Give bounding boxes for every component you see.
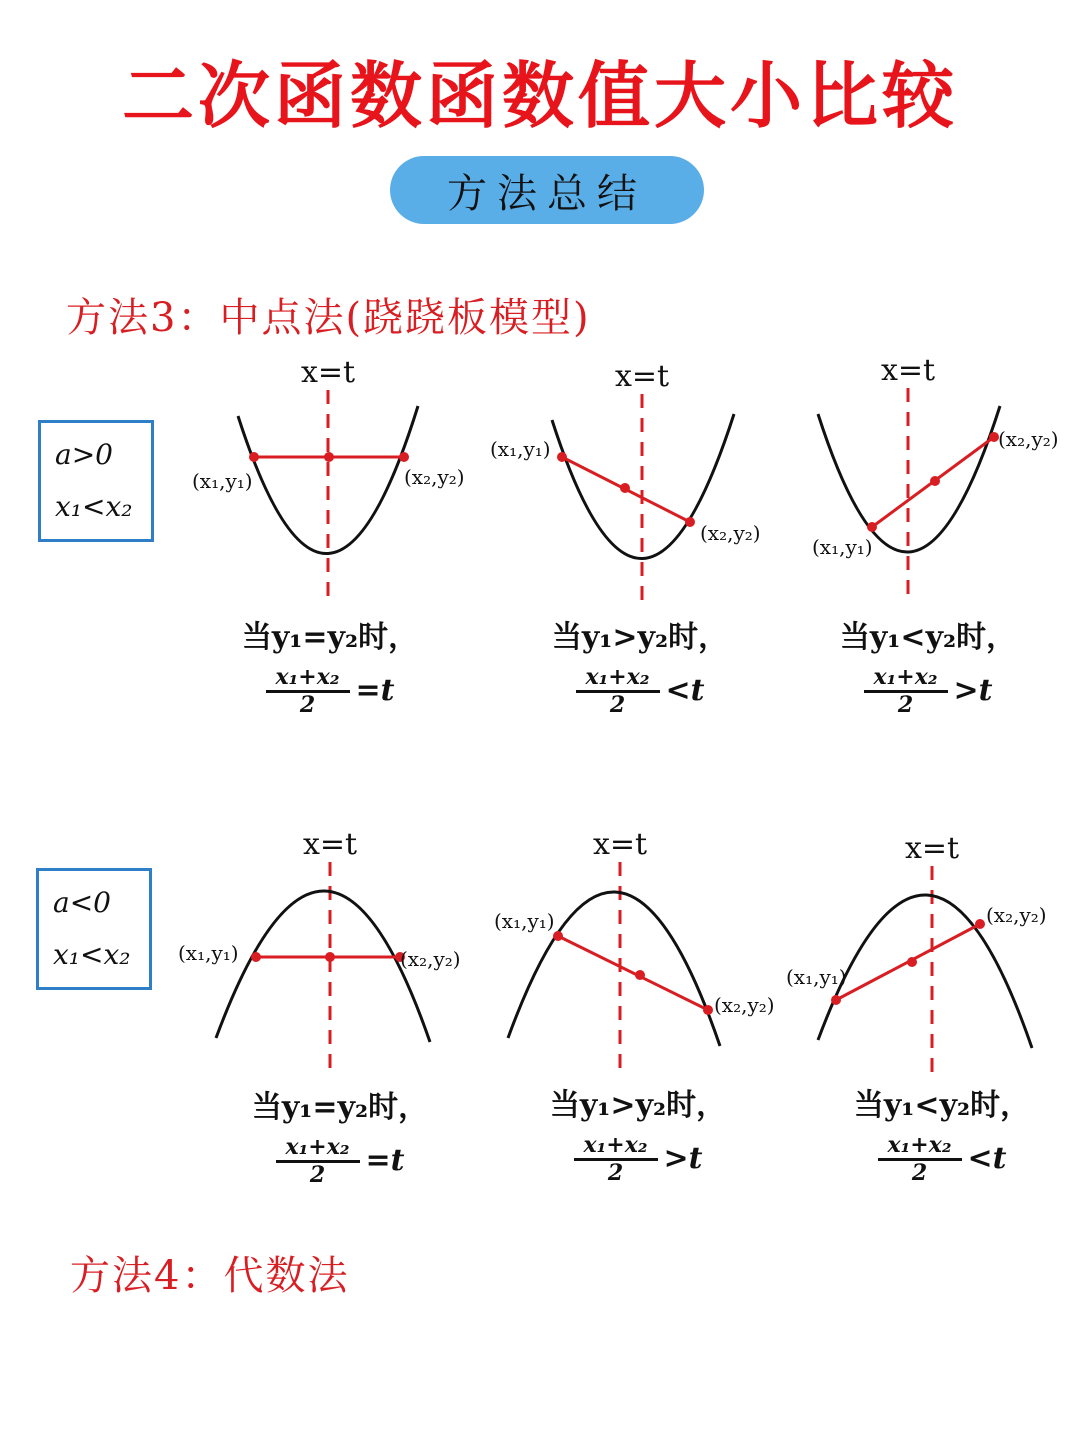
point-1-label: (x₁,y₁)	[192, 469, 253, 493]
caption-up-equal	[180, 618, 480, 717]
midpoint	[907, 957, 917, 967]
graph-up-less	[812, 353, 1059, 600]
point-2-label: (x₂,y₂)	[700, 521, 761, 545]
midpoint	[635, 970, 645, 980]
condition-x-order: x₁<x₂	[55, 490, 133, 523]
point-1	[557, 452, 567, 462]
chord	[558, 936, 708, 1010]
axis-label: x=t	[300, 355, 356, 390]
midpoint-fraction	[576, 664, 660, 717]
relation-text: >t	[663, 1141, 703, 1176]
fraction-numerator: x₁+x₂	[275, 664, 340, 690]
condition-text: 当y₁>y₂时，	[549, 1088, 727, 1123]
fraction-numerator: x₁+x₂	[887, 1132, 952, 1158]
condition-text: 当y₁=y₂时，	[241, 620, 419, 655]
fraction-denominator: 2	[309, 1162, 326, 1188]
fraction-denominator: 2	[911, 1160, 928, 1186]
graph-up-equal	[192, 355, 465, 600]
condition-text: 当y₁<y₂时，	[853, 1088, 1031, 1123]
page-title: 二次函数函数值大小比较	[121, 54, 958, 138]
midpoint-fraction	[574, 1132, 658, 1185]
fraction-numerator: x₁+x₂	[583, 1132, 648, 1158]
method-summary-pill: 方法总结	[390, 156, 704, 224]
graph-down-greater	[494, 827, 775, 1072]
relation-text: =t	[355, 673, 395, 708]
caption-up-greater	[490, 618, 790, 717]
parabola-curve	[238, 406, 418, 554]
condition-text: 当y₁<y₂时，	[839, 620, 1017, 655]
midpoint	[930, 476, 940, 486]
condition-text: 当y₁=y₂时，	[251, 1090, 429, 1125]
point-1	[831, 995, 841, 1005]
relation-text: <t	[665, 673, 705, 708]
midpoint	[325, 952, 335, 962]
point-1-label: (x₁,y₁)	[812, 535, 873, 559]
point-1-label: (x₁,y₁)	[178, 941, 239, 965]
midpoint-fraction	[276, 1134, 360, 1187]
point-2	[703, 1005, 713, 1015]
point-2-label: (x₂,y₂)	[714, 993, 775, 1017]
axis-label: x=t	[880, 353, 936, 388]
point-1	[867, 522, 877, 532]
axis-label: x=t	[614, 359, 670, 394]
graph-down-equal	[178, 827, 461, 1072]
midpoint-fraction	[878, 1132, 962, 1185]
caption-down-less	[792, 1086, 1080, 1185]
point-1-label: (x₁,y₁)	[786, 965, 847, 989]
condition-x-order: x₁<x₂	[53, 938, 131, 971]
point-2-label: (x₂,y₂)	[998, 427, 1059, 451]
fraction-numerator: x₁+x₂	[585, 664, 650, 690]
graph-down-less	[786, 831, 1047, 1076]
axis-label: x=t	[302, 827, 358, 862]
fraction-numerator: x₁+x₂	[873, 664, 938, 690]
relation-text: >t	[953, 673, 993, 708]
relation-text: =t	[365, 1143, 405, 1178]
fraction-denominator: 2	[897, 692, 914, 718]
caption-down-greater	[488, 1086, 788, 1185]
caption-up-less	[778, 618, 1078, 717]
relation-text: <t	[967, 1141, 1007, 1176]
point-2-label: (x₂,y₂)	[986, 903, 1047, 927]
parabola-curve	[818, 406, 1000, 552]
method3-heading: 方法3：中点法(跷跷板模型)	[66, 295, 591, 341]
point-2	[399, 452, 409, 462]
point-2-label: (x₂,y₂)	[404, 465, 465, 489]
fraction-denominator: 2	[607, 1160, 624, 1186]
point-1	[251, 952, 261, 962]
point-1-label: (x₁,y₁)	[494, 909, 555, 933]
fraction-numerator: x₁+x₂	[285, 1134, 350, 1160]
fraction-denominator: 2	[609, 692, 626, 718]
axis-label: x=t	[592, 827, 648, 862]
point-2	[685, 517, 695, 527]
parabola-curve	[216, 891, 430, 1042]
point-1-label: (x₁,y₁)	[490, 437, 551, 461]
axis-label: x=t	[904, 831, 960, 866]
midpoint	[620, 483, 630, 493]
midpoint-fraction	[266, 664, 350, 717]
point-1	[249, 452, 259, 462]
graph-up-greater	[490, 359, 761, 606]
condition-text: 当y₁>y₂时，	[551, 620, 729, 655]
point-2	[975, 919, 985, 929]
caption-down-equal	[190, 1088, 490, 1187]
condition-a-negative: a<0	[53, 886, 111, 919]
condition-a-positive: a>0	[55, 438, 113, 471]
midpoint-fraction	[864, 664, 948, 717]
point-2-label: (x₂,y₂)	[400, 947, 461, 971]
midpoint	[324, 452, 334, 462]
method4-heading: 方法4：代数法	[70, 1253, 350, 1299]
fraction-denominator: 2	[299, 692, 316, 718]
